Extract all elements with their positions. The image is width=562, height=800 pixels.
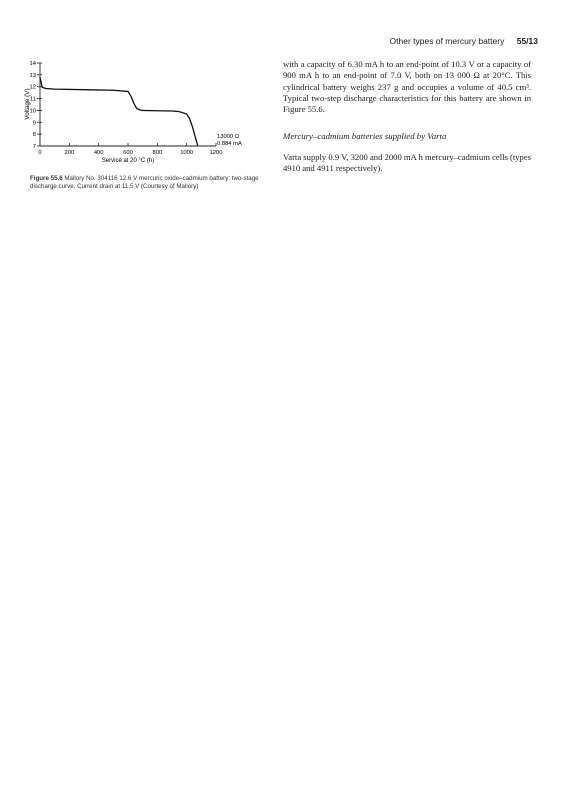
y-tick-label: 13 — [29, 72, 36, 79]
discharge-chart-svg — [24, 54, 274, 176]
figure-label: Figure 55.6 — [30, 175, 63, 182]
y-tick-label: 14 — [29, 61, 36, 67]
annotation-current: 0.884 mA — [217, 141, 242, 147]
discharge-chart — [24, 54, 274, 176]
section-title: Other types of mercury battery — [389, 36, 505, 46]
y-tick-label: 7 — [32, 144, 36, 150]
paragraph-varta: Varta supply 0.9 V, 3200 and 2000 mA h mercury–cadmium cells (types 4910 and 4911 respectively). — [283, 151, 531, 174]
figure-caption-text: Mallory No. 304116 12.6 V mercuric oxide–cadmium battery: two-stage discharge curve. Current drain at 11.5 V (Courtesy of Mallory) — [30, 175, 259, 190]
x-tick-label: 1200 — [209, 150, 223, 156]
figure-caption — [30, 175, 268, 190]
annotation-resistance: 13000 Ω — [217, 134, 240, 140]
x-tick-label: 600 — [123, 150, 133, 156]
y-axis-label: Voltage (V) — [24, 88, 31, 120]
x-axis-label: Service at 20 °C (h) — [101, 158, 155, 164]
page-number: 55/13 — [516, 36, 538, 46]
y-tick-label: 11 — [29, 96, 36, 103]
y-tick-label: 10 — [29, 108, 36, 115]
discharge-curve — [40, 77, 198, 145]
paragraph-capacity: with a capacity of 6.30 mA h to an end-point of 10.3 V or a capacity of 900 mA h to an end-point of 7.0 V, both on 13 000 Ω at 20°C. This cylindrical battery weighs 237 g and occupies a volume of 40.5 cm³. Typical two-step discharge characteristics for this battery are shown in Figure 55.6. — [283, 59, 531, 115]
section-heading: Mercury–cadmium batteries supplied by Varta — [283, 131, 447, 142]
running-header — [390, 36, 538, 46]
x-tick-label: 200 — [64, 150, 75, 156]
x-ticks — [38, 143, 222, 156]
y-tick-label: 12 — [29, 84, 36, 91]
x-tick-label: 1000 — [180, 150, 194, 156]
right-column — [283, 59, 531, 174]
y-tick-label: 8 — [32, 132, 36, 139]
x-tick-label: 0 — [38, 150, 42, 156]
y-tick-label: 9 — [32, 120, 36, 127]
x-tick-label: 400 — [93, 150, 104, 156]
x-tick-label: 800 — [152, 150, 163, 156]
